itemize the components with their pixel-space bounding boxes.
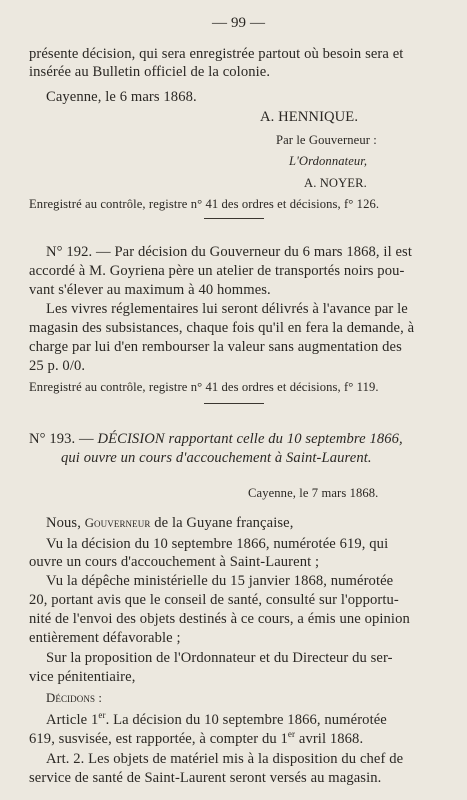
decision-title [29,430,403,448]
preamble [46,514,293,532]
text-line: entièrement défavorable ; [29,630,181,646]
text-line: Art. 2. Les objets de matériel mis à la disposition du chef de [46,751,404,767]
text-line: Vu la décision du 10 septembre 1866, numérotée 619, qui [46,536,389,552]
text-line: service de santé de Saint-Laurent seront versés au magasin. [29,770,382,786]
section-divider [204,218,264,219]
place-date: Cayenne, le 7 mars 1868. [248,486,379,500]
preamble-suffix: de la Guyane française, [154,515,294,531]
section-divider [204,403,264,404]
text-line: insérée au Bulletin officiel de la colonie. [29,64,271,80]
text-line: magasin des subsistances, chaque fois qu'il en fera la demande, à [29,320,415,336]
text-line: charge par lui d'en rembourser la valeur sans augmentation des [29,339,402,355]
decision-title-text: qui ouvre un cours d'accouchement à Saint-Laurent. [61,450,372,466]
text-line: 20, portant avis que le conseil de santé, consulté sur l'opportu- [29,592,399,608]
signature-name: A. HENNIQUE. [260,109,359,125]
text-line: ouvre un cours d'accouchement à Saint-Laurent ; [29,554,320,570]
signature-line: Par le Gouverneur : [276,133,377,147]
text-line: accordé à M. Goyriena père un atelier de transportés noirs pou- [29,263,405,279]
text-line: Vu la dépêche ministérielle du 15 janvier 1868, numérotée [46,573,394,589]
text-line: vant s'élever au maximum à 40 hommes. [29,282,271,298]
text-line: Article 1er. La décision du 10 septembre 1866, numérotée [46,710,387,728]
decision-title-text: DÉCISION rapportant celle du 10 septembre 1866, [97,431,403,447]
text-line: N° 192. — Par décision du Gouverneur du 6 mars 1868, il est [46,244,412,260]
text-line: présente décision, qui sera enregistrée partout où besoin sera et [29,46,404,62]
preamble-title: Gouverneur [84,516,151,530]
text-line: nité de l'envoi des objets destinés à ce cours, a émis une opinion [29,611,410,627]
signature-line: L'Ordonnateur, [289,154,368,168]
text-line: Sur la proposition de l'Ordonnateur et du Directeur du ser- [46,650,393,666]
text-line: 619, susvisée, est rapportée, à compter du 1er avril 1868. [29,729,364,747]
text-line: vice pénitentiaire, [29,669,136,685]
page-number: — 99 — [212,15,266,31]
registration-note: Enregistré au contrôle, registre n° 41 des ordres et décisions, f° 126. [29,197,380,211]
decidons-heading: Décidons : [46,691,102,705]
text-line: Les vivres réglementaires lui seront délivrés à l'avance par le [46,301,408,317]
registration-note: Enregistré au contrôle, registre n° 41 des ordres et décisions, f° 119. [29,380,379,394]
preamble-prefix: Nous, [46,515,81,531]
text-line: 25 p. 0/0. [29,358,86,374]
signature-name: A. NOYER. [304,176,367,190]
place-date: Cayenne, le 6 mars 1868. [46,89,197,105]
decision-number: N° 193. — [29,431,94,447]
